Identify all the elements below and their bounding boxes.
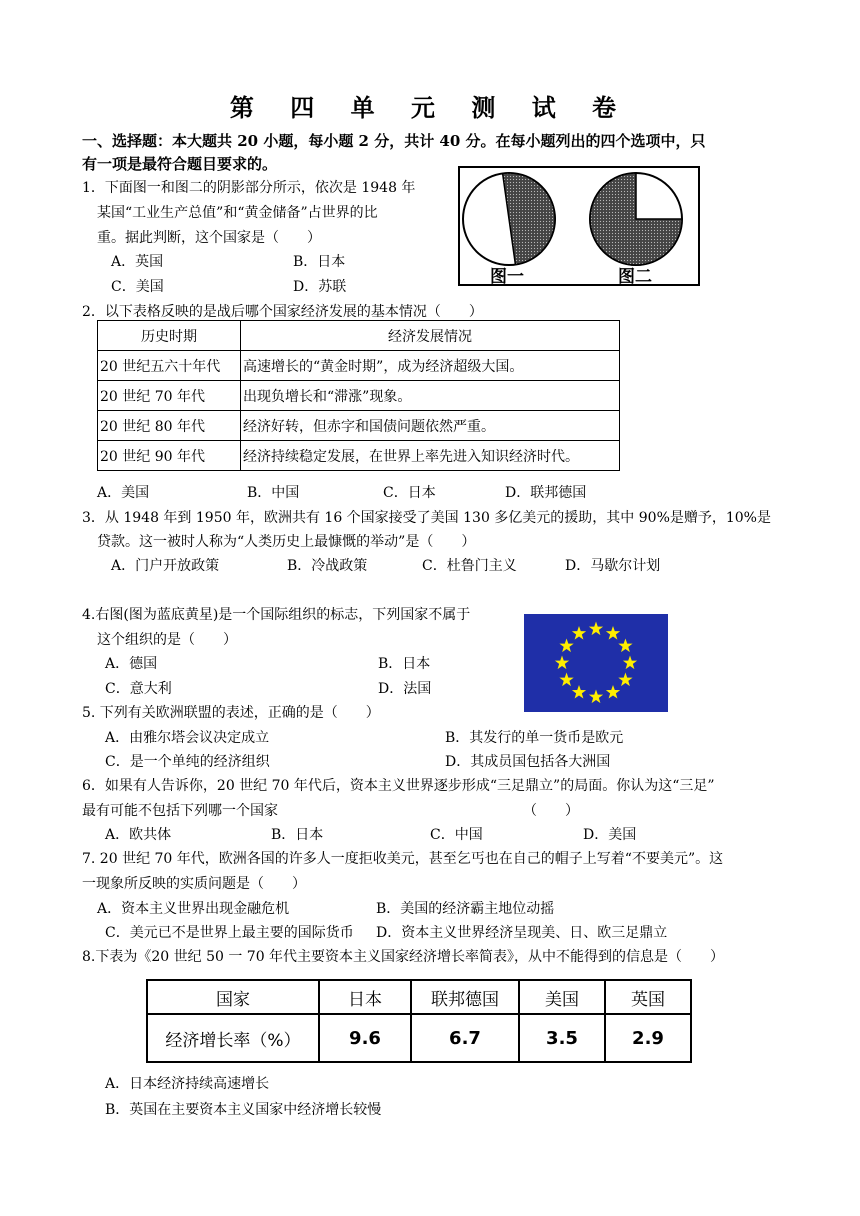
q4-option-d: D．法国 <box>378 681 432 697</box>
q2-option-c: C．日本 <box>383 485 436 501</box>
q8-header-country: 国家 <box>147 980 319 1014</box>
q2-cell-situation: 出现负增长和“滞涨”现象。 <box>241 381 620 411</box>
q2-option-a: A．美国 <box>97 485 150 501</box>
q3-option-a: A．门户开放政策 <box>111 558 220 574</box>
q8-value-usa: 3.5 <box>519 1014 605 1062</box>
table-row <box>98 381 620 411</box>
q2-cell-period: 20 世纪 70 年代 <box>98 381 241 411</box>
q6-option-c: C．中国 <box>430 827 483 843</box>
q8-header-usa: 美国 <box>519 980 605 1014</box>
q2-cell-period: 20 世纪 90 年代 <box>98 441 241 471</box>
q3-option-c: C．杜鲁门主义 <box>422 558 517 574</box>
q1-stem-line2: 某国“工业生产总值”和“黄金储备”占世界的比 <box>97 205 378 221</box>
q8-header-uk: 英国 <box>605 980 691 1014</box>
q8-growth-table <box>146 979 692 1063</box>
q8-option-a: A．日本经济持续高速增长 <box>105 1076 270 1092</box>
q1-option-c: C．美国 <box>111 279 164 295</box>
q1-option-b: B．日本 <box>293 254 346 270</box>
q7-stem-line1: 7. 20 世纪 70 年代，欧洲各国的许多人一度拒收美元，甚至乞丐也在自己的帽子上写着“不要美元”。这 <box>82 851 724 867</box>
q8-header-japan: 日本 <box>319 980 411 1014</box>
q2-cell-situation: 经济好转，但赤字和国债问题依然严重。 <box>241 411 620 441</box>
q6-stem-line2: 最有可能不包括下列哪一个国家 <box>82 803 278 819</box>
section-header-line2: 有一项是最符合题目要求的。 <box>82 155 278 173</box>
q8-row-label: 经济增长率（%） <box>147 1014 319 1062</box>
q6-option-d: D．美国 <box>583 827 637 843</box>
q7-option-b: B．美国的经济霸主地位动摇 <box>376 901 555 917</box>
figure-2-label: 图二 <box>618 267 652 286</box>
q7-option-d: D．资本主义世界经济呈现美、日、欧三足鼎立 <box>376 925 668 941</box>
q6-option-b: B．日本 <box>271 827 324 843</box>
q4-option-b: B．日本 <box>378 656 431 672</box>
q2-header-period: 历史时期 <box>98 321 241 351</box>
q5-option-a: A．由雅尔塔会议决定成立 <box>105 730 270 746</box>
q4-stem-line2: 这个组织的是（ ） <box>97 632 237 648</box>
q2-stem: 2．以下表格反映的是战后哪个国家经济发展的基本情况（ ） <box>82 304 483 320</box>
q5-option-c: C．是一个单纯的经济组织 <box>105 754 270 770</box>
q8-value-west-germany: 6.7 <box>411 1014 519 1062</box>
q1-pie-figure <box>458 166 700 286</box>
q4-option-a: A．德国 <box>105 656 158 672</box>
q6-answer-paren: （ ） <box>523 803 579 819</box>
q3-option-d: D．马歇尔计划 <box>565 558 661 574</box>
q1-option-d: D．苏联 <box>293 279 347 295</box>
q2-header-situation: 经济发展情况 <box>241 321 620 351</box>
q8-stem: 8.下表为《20 世纪 50 一 70 年代主要资本主义国家经济增长率简表》，从中不能得到的信息是（ ） <box>82 949 725 965</box>
eu-flag-image <box>524 614 668 712</box>
q8-table-header-row <box>147 980 691 1014</box>
q2-table <box>97 320 620 471</box>
q8-value-uk: 2.9 <box>605 1014 691 1062</box>
q6-option-a: A．欧共体 <box>105 827 172 843</box>
figure-1-label: 图一 <box>490 267 524 286</box>
q2-option-d: D．联邦德国 <box>505 485 587 501</box>
q5-stem: 5. 下列有关欧洲联盟的表述，正确的是（ ） <box>82 705 380 721</box>
q1-stem-line1: 1．下面图一和图二的阴影部分所示，依次是 1948 年 <box>82 180 416 196</box>
q3-stem-line2: 贷款。这一被时人称为“人类历史上最慷慨的举动”是（ ） <box>97 534 476 550</box>
q1-stem-line3: 重。据此判断，这个国家是（ ） <box>97 230 321 246</box>
table-row <box>98 441 620 471</box>
q2-cell-situation: 高速增长的“黄金时期”，成为经济超级大国。 <box>241 351 620 381</box>
q7-option-c: C．美元已不是世界上最主要的国际货币 <box>105 925 354 941</box>
q2-cell-situation: 经济持续稳定发展，在世界上率先进入知识经济时代。 <box>241 441 620 471</box>
table-row <box>98 411 620 441</box>
q8-value-japan: 9.6 <box>319 1014 411 1062</box>
q5-option-d: D．其成员国包括各大洲国 <box>445 754 611 770</box>
q2-cell-period: 20 世纪五六十年代 <box>98 351 241 381</box>
table-row <box>98 351 620 381</box>
page-title: 第 四 单 元 测 试 卷 <box>229 93 631 122</box>
q4-stem-line1: 4.右图(图为蓝底黄星)是一个国际组织的标志，下列国家不属于 <box>82 607 471 623</box>
q3-stem-line1: 3．从 1948 年到 1950 年，欧洲共有 16 个国家接受了美国 130 多亿美元的援助，其中 90%是赠予，10%是 <box>82 510 771 526</box>
q7-stem-line2: 一现象所反映的实质问题是（ ） <box>82 876 306 892</box>
q8-header-west-germany: 联邦德国 <box>411 980 519 1014</box>
q7-option-a: A．资本主义世界出现金融危机 <box>97 901 290 917</box>
q8-option-b: B．英国在主要资本主义国家中经济增长较慢 <box>105 1102 382 1118</box>
q2-table-header-row <box>98 321 620 351</box>
q4-option-c: C．意大利 <box>105 681 172 697</box>
section-header-line1: 一、选择题：本大题共 20 小题，每小题 2 分，共计 40 分。在每小题列出的四个选项中，只 <box>82 132 706 150</box>
q2-cell-period: 20 世纪 80 年代 <box>98 411 241 441</box>
q2-option-b: B．中国 <box>247 485 300 501</box>
q1-option-a: A．英国 <box>111 254 164 270</box>
q6-stem-line1: 6．如果有人告诉你，20 世纪 70 年代后，资本主义世界逐步形成“三足鼎立”的局面。你认为这“三足” <box>82 778 715 794</box>
q5-option-b: B．其发行的单一货币是欧元 <box>445 730 624 746</box>
q3-option-b: B．冷战政策 <box>287 558 368 574</box>
table-row <box>147 1014 691 1062</box>
